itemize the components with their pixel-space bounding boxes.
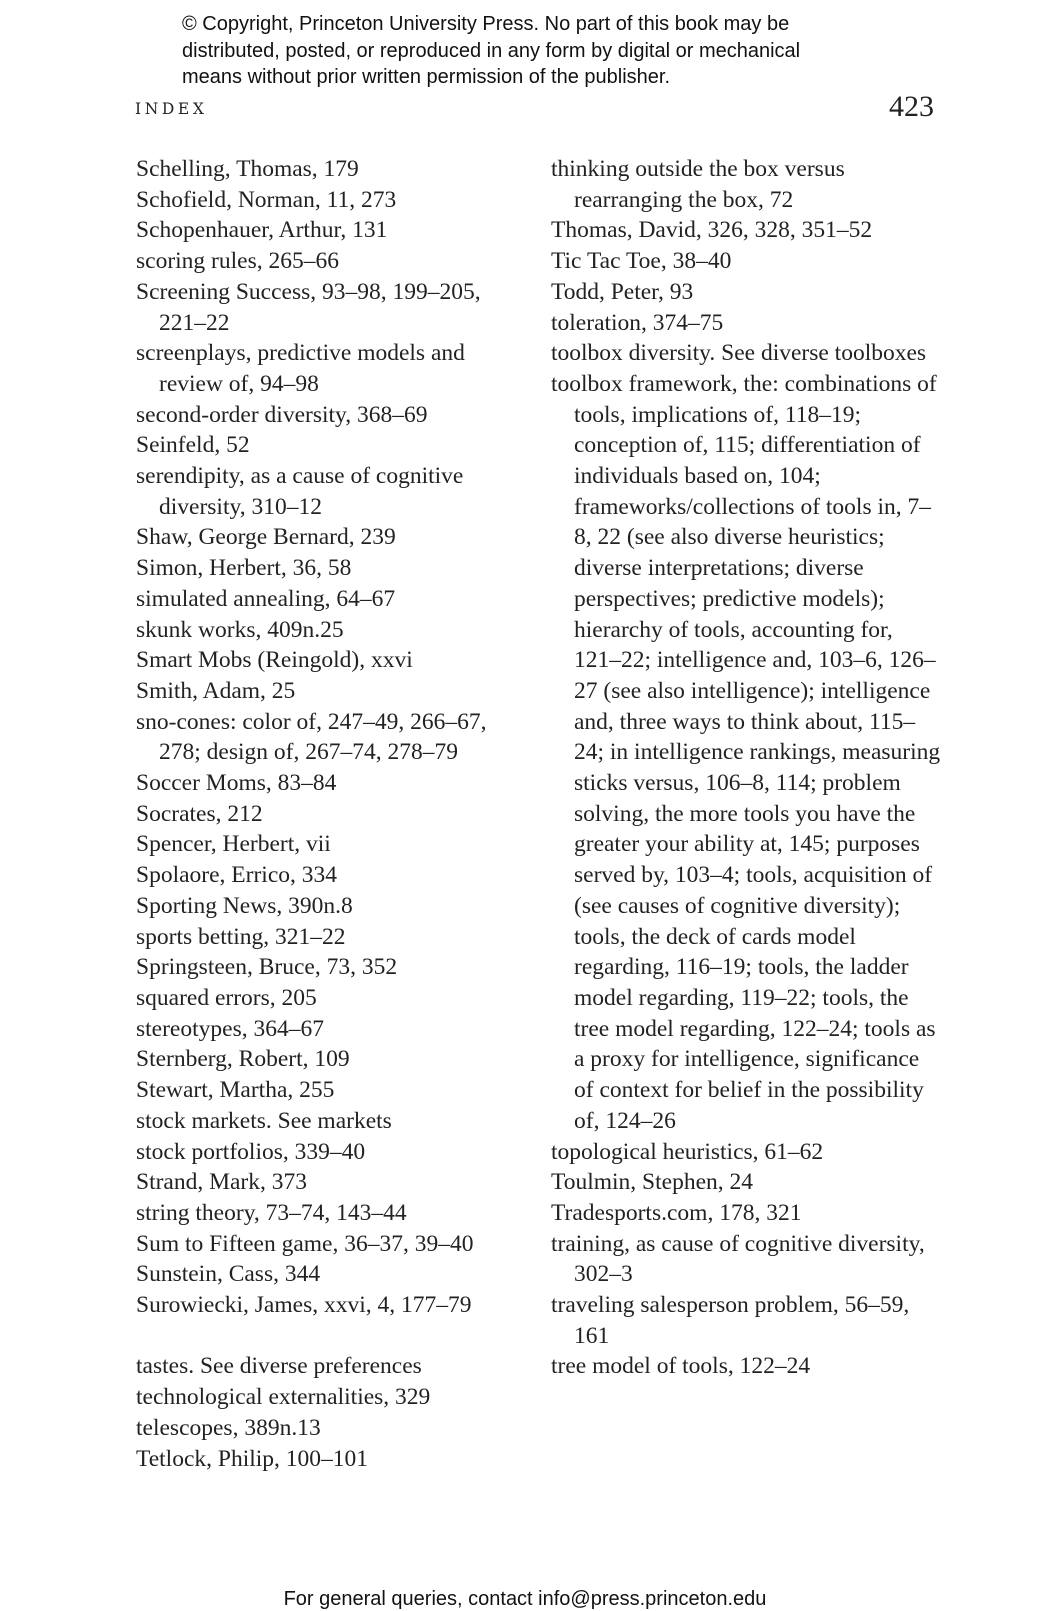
index-entry: skunk works, 409n.25 bbox=[136, 616, 344, 643]
index-entry: serendipity, as a cause of cognitive diversity, 310–12 bbox=[136, 463, 464, 520]
index-entry: topological heuristics, 61–62 bbox=[551, 1138, 824, 1165]
index-entry: Tic Tac Toe, 38–40 bbox=[551, 248, 732, 275]
index-entry: Sum to Fifteen game, 36–37, 39–40 bbox=[136, 1230, 474, 1257]
index-entry: Socrates, 212 bbox=[136, 800, 263, 827]
index-entry: traveling salesperson problem, 56–59, 161 bbox=[551, 1292, 910, 1349]
copyright-line: means without prior written permission of the publisher. bbox=[182, 66, 671, 88]
index-entry: second-order diversity, 368–69 bbox=[136, 401, 428, 428]
index-entry: stock markets. See markets bbox=[136, 1107, 392, 1134]
index-entry: stereotypes, 364–67 bbox=[136, 1015, 324, 1042]
index-entry: toleration, 374–75 bbox=[551, 309, 724, 336]
index-entry: Thomas, David, 326, 328, 351–52 bbox=[551, 217, 873, 244]
index-entry: Schelling, Thomas, 179 bbox=[136, 156, 359, 182]
index-entry: Soccer Moms, 83–84 bbox=[136, 770, 337, 797]
index-entry: Seinfeld, 52 bbox=[136, 432, 250, 459]
index-entry: training, as cause of cognitive diversity, 302–3 bbox=[551, 1230, 925, 1288]
copyright-line: distributed, posted, or reproduced in any form by digital or mechanical bbox=[182, 39, 801, 62]
index-entry: Spencer, Herbert, vii bbox=[136, 831, 331, 858]
index-entry: Sternberg, Robert, 109 bbox=[136, 1046, 350, 1073]
footer-contact: For general queries, contact info@press.princeton.edu bbox=[283, 1588, 767, 1610]
index-entry: tastes. See diverse preferences bbox=[136, 1353, 422, 1380]
index-entry: squared errors, 205 bbox=[136, 984, 317, 1011]
index-entry: Smart Mobs (Reingold), xxvi bbox=[136, 647, 413, 674]
index-column-right bbox=[551, 154, 941, 1382]
index-entry: Schopenhauer, Arthur, 131 bbox=[136, 217, 388, 244]
index-entry: Tradesports.com, 178, 321 bbox=[551, 1199, 802, 1226]
index-entry: Stewart, Martha, 255 bbox=[136, 1077, 335, 1104]
index-entry: Shaw, George Bernard, 239 bbox=[136, 524, 396, 551]
index-entry: string theory, 73–74, 143–44 bbox=[136, 1199, 407, 1226]
index-entry: Tetlock, Philip, 100–101 bbox=[136, 1445, 369, 1472]
index-entry: stock portfolios, 339–40 bbox=[136, 1138, 366, 1165]
index-entry: Toulmin, Stephen, 24 bbox=[551, 1169, 754, 1196]
index-entry: Springsteen, Bruce, 73, 352 bbox=[136, 954, 398, 981]
copyright-line: © Copyright, Princeton University Press. No part of this book may be bbox=[182, 13, 790, 35]
index-entry: Strand, Mark, 373 bbox=[136, 1169, 308, 1196]
index-entry: thinking outside the box versus rearranging the box, 72 bbox=[551, 156, 845, 213]
index-entry: Surowiecki, James, xxvi, 4, 177–79 bbox=[136, 1292, 472, 1319]
index-entry: Schofield, Norman, 11, 273 bbox=[136, 186, 397, 213]
index-entry: Sunstein, Cass, 344 bbox=[136, 1261, 321, 1288]
index-entry: Spolaore, Errico, 334 bbox=[136, 862, 338, 889]
index-entry: telescopes, 389n.13 bbox=[136, 1414, 321, 1441]
index-entry: toolbox diversity. See diverse toolboxes bbox=[551, 340, 927, 367]
copyright-notice bbox=[182, 11, 902, 91]
index-entry: technological externalities, 329 bbox=[136, 1384, 431, 1411]
index-entry: sports betting, 321–22 bbox=[136, 923, 346, 950]
page-number: 423 bbox=[889, 90, 934, 123]
index-entry: scoring rules, 265–66 bbox=[136, 248, 339, 275]
index-entry: Simon, Herbert, 36, 58 bbox=[136, 555, 352, 582]
index-entry: tree model of tools, 122–24 bbox=[551, 1353, 811, 1380]
index-entry: Smith, Adam, 25 bbox=[136, 677, 296, 704]
index-entry: Todd, Peter, 93 bbox=[551, 278, 694, 305]
index-entry: Screening Success, 93–98, 199–205, 221–22 bbox=[136, 278, 481, 336]
index-entry: toolbox framework, the: combinations of tools, implications of, 118–19; conception of, 115; differentiation of individuals based on, 104; frameworks/collections of tools in, 7–8, 22 (see also diverse heuristics; diverse interpretations; diverse perspectives; predictive models); hierarchy of tools, accounting for, 121–22; intelligence and, 103–6, 126–27 (see also intelligence); intelligence and, three ways to think about, 115–24; in intelligence rankings, measuring sticks versus, 106–8, 114; problem solving, the more tools you have the greater your ability at, 145; purposes served by, 103–4; tools, acquisition of (see causes of cognitive diversity); tools, the deck of cards model regarding, 116–19; tools, the ladder model regarding, 119–22; tools, the tree model regarding, 122–24; tools as a proxy for intelligence, significance of context for belief in the possibility of, 124–26 bbox=[551, 370, 941, 1134]
index-entry: sno-cones: color of, 247–49, 266–67, 278; design of, 267–74, 278–79 bbox=[136, 708, 487, 766]
index-entry: simulated annealing, 64–67 bbox=[136, 585, 396, 612]
index-entry: screenplays, predictive models and review of, 94–98 bbox=[136, 340, 465, 397]
index-entry: Sporting News, 390n.8 bbox=[136, 892, 353, 919]
index-column-left bbox=[136, 154, 516, 1474]
running-head: INDEX bbox=[135, 100, 208, 118]
